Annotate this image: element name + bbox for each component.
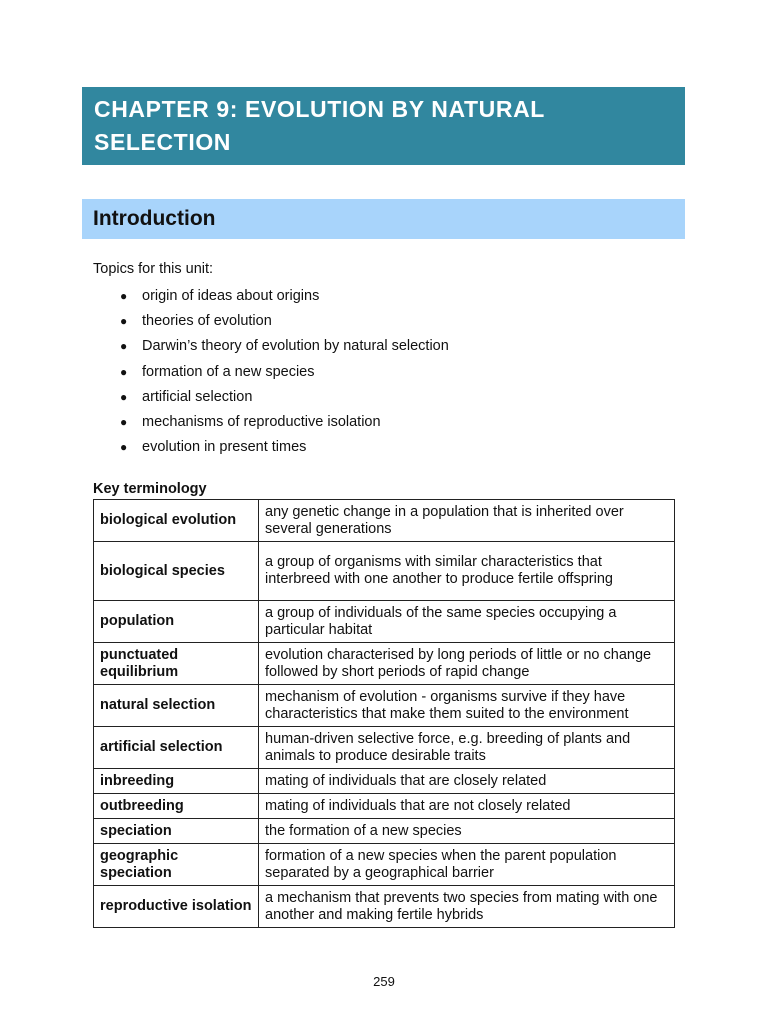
table-row xyxy=(94,769,675,794)
term-cell: geographic speciation xyxy=(94,844,259,886)
topic-item xyxy=(118,436,449,461)
section-title: Introduction xyxy=(93,207,216,230)
topic-item xyxy=(118,361,449,386)
term-cell: reproductive isolation xyxy=(94,886,259,928)
topic-item xyxy=(118,335,449,360)
chapter-banner xyxy=(82,87,685,165)
term-cell: inbreeding xyxy=(94,769,259,794)
chapter-title: CHAPTER 9: EVOLUTION BY NATURAL SELECTION xyxy=(94,96,545,155)
definition-cell: any genetic change in a population that is inherited over several generations xyxy=(259,500,675,542)
term-cell: outbreeding xyxy=(94,794,259,819)
topic-item xyxy=(118,310,449,335)
topic-label: mechanisms of reproductive isolation xyxy=(142,413,381,430)
definition-cell: mating of individuals that are not closely related xyxy=(259,794,675,819)
topic-label: evolution in present times xyxy=(142,439,307,456)
term-cell: speciation xyxy=(94,819,259,844)
table-row xyxy=(94,819,675,844)
topic-label: theories of evolution xyxy=(142,313,272,330)
term-cell: biological evolution xyxy=(94,500,259,542)
table-row xyxy=(94,886,675,928)
terminology-table xyxy=(93,499,675,928)
term-cell: natural selection xyxy=(94,685,259,727)
topic-item xyxy=(118,411,449,436)
table-row xyxy=(94,685,675,727)
bullet-icon: ● xyxy=(120,440,128,455)
table-row xyxy=(94,601,675,643)
topics-list xyxy=(118,285,449,461)
term-cell: punctuated equilibrium xyxy=(94,643,259,685)
bullet-icon: ● xyxy=(120,364,128,379)
topic-label: origin of ideas about origins xyxy=(142,288,320,304)
table-row xyxy=(94,542,675,601)
definition-cell: mating of individuals that are closely related xyxy=(259,769,675,794)
terminology-heading: Key terminology xyxy=(93,481,207,497)
table-row xyxy=(94,727,675,769)
definition-cell: formation of a new species when the parent population separated by a geographical barrier xyxy=(259,844,675,886)
definition-cell: the formation of a new species xyxy=(259,819,675,844)
bullet-icon: ● xyxy=(120,414,128,429)
definition-cell: a group of individuals of the same species occupying a particular habitat xyxy=(259,601,675,643)
bullet-icon: ● xyxy=(120,289,128,303)
definition-cell: mechanism of evolution - organisms survive if they have characteristics that make them suited to the environment xyxy=(259,685,675,727)
topic-label: artificial selection xyxy=(142,388,253,405)
bullet-icon: ● xyxy=(120,314,128,329)
bullet-icon: ● xyxy=(120,389,128,404)
term-cell: population xyxy=(94,601,259,643)
term-cell: artificial selection xyxy=(94,727,259,769)
definition-cell: human-driven selective force, e.g. breeding of plants and animals to produce desirable traits xyxy=(259,727,675,769)
topic-item xyxy=(118,386,449,411)
table-row xyxy=(94,643,675,685)
topic-label: Darwin’s theory of evolution by natural selection xyxy=(142,338,449,355)
table-row xyxy=(94,844,675,886)
section-banner xyxy=(82,199,685,239)
definition-cell: evolution characterised by long periods of little or no change followed by short periods of rapid change xyxy=(259,643,675,685)
term-cell: biological species xyxy=(94,542,259,601)
topic-item xyxy=(118,285,449,310)
page-number: 259 xyxy=(373,974,395,989)
bullet-icon: ● xyxy=(120,339,128,354)
topic-label: formation of a new species xyxy=(142,363,315,380)
definition-cell: a group of organisms with similar characteristics that interbreed with one another to produce fertile offspring xyxy=(259,542,675,601)
table-row xyxy=(94,500,675,542)
table-row xyxy=(94,794,675,819)
definition-cell: a mechanism that prevents two species from mating with one another and making fertile hybrids xyxy=(259,886,675,928)
intro-text: Topics for this unit: xyxy=(93,261,214,277)
